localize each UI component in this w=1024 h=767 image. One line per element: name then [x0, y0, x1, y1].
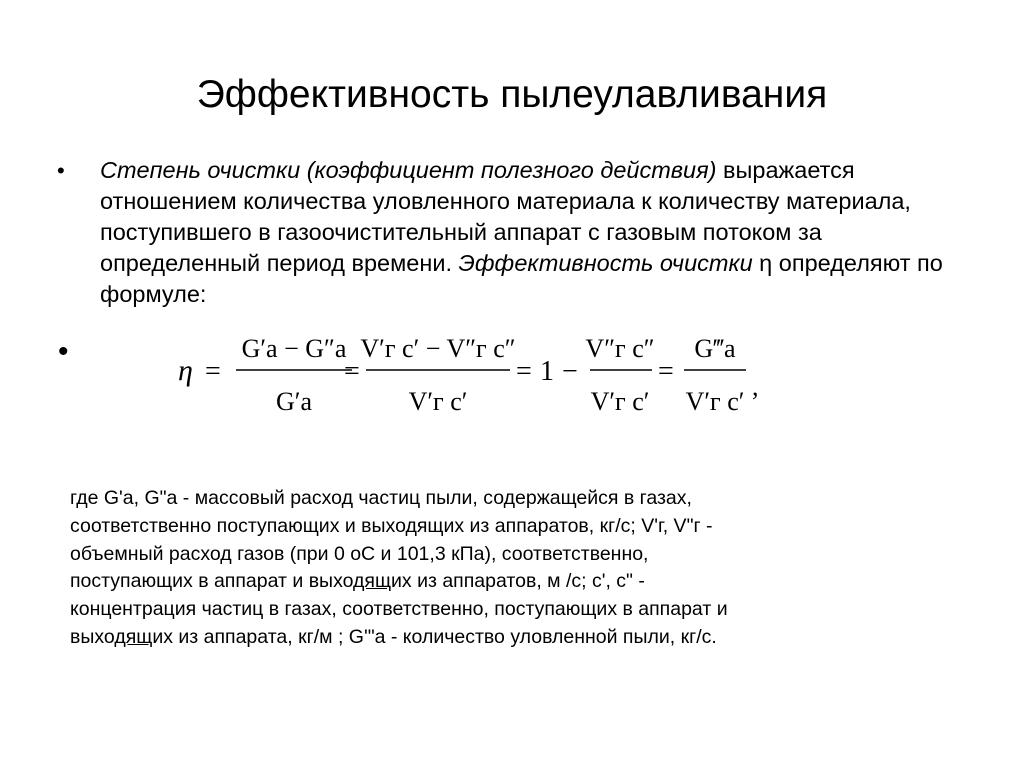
note-line: концентрация частиц в газах, соответственно, поступающих в аппарат и	[70, 598, 728, 621]
note-line: соответственно поступающих и выходящих из аппаратов, кг/с; V'г, V"г -	[70, 514, 713, 537]
note-line: объемный расход газов (при 0 оС и 101,3 кПа), соответственно,	[70, 542, 649, 565]
term-cleaning-efficiency: Эффективность очистки	[458, 250, 753, 276]
note-text: поступающих в аппарат и выхо	[70, 570, 354, 593]
definition-paragraph	[100, 155, 980, 310]
fraction-1-denominator: G′a	[275, 387, 313, 416]
fraction-3-denominator: V′г c′	[590, 387, 650, 416]
equals-sign: =	[658, 356, 674, 387]
fraction-4-denominator: V′г c′	[685, 387, 745, 416]
slide-title: Эффективность пылеулавливания	[196, 73, 828, 116]
paragraph-text-formula-intro: η определяют по формуле:	[100, 250, 943, 307]
bullet-point-formula: •	[58, 335, 69, 368]
fraction-2-numerator: V′г c′ − V″г c″	[360, 334, 516, 363]
note-line	[70, 624, 890, 652]
equals-sign: =	[516, 356, 532, 387]
equals-sign: =	[205, 356, 221, 387]
note-text: их из аппаратов, м /с; с', с" -	[391, 570, 645, 593]
note-line: где G'а, G"а - массовый расход частиц пыли, содержащейся в газах,	[70, 487, 692, 509]
term-degree-of-cleaning: Степень очистки (коэффициент полезного действия)	[100, 157, 717, 183]
fraction-3-numerator: V″г c″	[585, 334, 655, 363]
number-one: 1	[540, 356, 554, 387]
fraction-4-numerator: G‴a	[694, 334, 736, 363]
variable-definitions	[70, 485, 890, 652]
efficiency-formula	[170, 325, 790, 435]
equals-sign: =	[344, 356, 360, 387]
note-text: их из аппарата, кг/м ; G'"а - количество уловленной пыли, кг/с.	[152, 625, 717, 648]
eta-symbol: η	[178, 354, 193, 387]
fraction-2-denominator: V′г c′	[408, 387, 468, 416]
bullet-point: •	[57, 158, 65, 183]
note-line	[70, 568, 890, 596]
minus-sign: −	[562, 356, 578, 387]
note-underlined-text: дящ	[114, 625, 153, 648]
note-text: выхо	[70, 625, 115, 648]
note-underlined-text: дящ	[353, 570, 392, 593]
paragraph-text: выражается отношением количества уловленного материала к количеству материала, поступившего в газоочистительный аппарат с газовым потоком за определенный период времени.	[100, 157, 911, 276]
fraction-1-numerator: G′a − G″a	[241, 334, 347, 363]
formula-graphic	[170, 325, 790, 435]
formula-comma: ,	[752, 372, 759, 401]
